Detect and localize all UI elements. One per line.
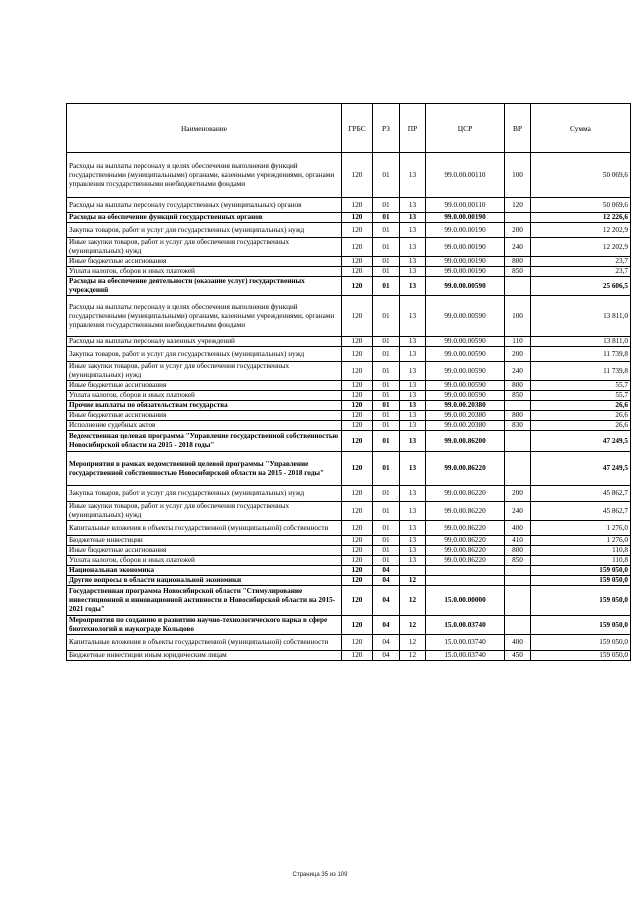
- table-row: [67, 521, 631, 536]
- cell-vr: 830: [505, 421, 531, 431]
- cell-csr: 99.0.00.86220: [426, 502, 505, 521]
- cell-name: Бюджетные инвестиции: [67, 536, 342, 546]
- cell-vr: [505, 452, 531, 486]
- cell-name: Ведомственная целевая программа "Управление государственной собственностью Новосибирской области на 2015 - 2018 годы": [67, 431, 342, 452]
- cell-pr: 13: [400, 153, 426, 198]
- cell-grbs: 120: [342, 223, 373, 238]
- table-row: [67, 381, 631, 391]
- table-row: [67, 502, 631, 521]
- cell-name: Закупка товаров, работ и услуг для государственных (муниципальных) нужд: [67, 486, 342, 502]
- cell-csr: 99.0.00.00590: [426, 347, 505, 362]
- cell-csr: [426, 566, 505, 576]
- cell-sum: 23,7: [531, 267, 631, 277]
- cell-grbs: 120: [342, 198, 373, 213]
- cell-name: Расходы на обеспечение деятельности (оказание услуг) государственных учреждений: [67, 277, 342, 296]
- cell-grbs: 120: [342, 556, 373, 566]
- cell-grbs: 120: [342, 267, 373, 277]
- cell-grbs: 120: [342, 277, 373, 296]
- table-header-row: [67, 104, 631, 153]
- cell-rz: 01: [373, 257, 400, 267]
- table-row: [67, 635, 631, 651]
- cell-grbs: 120: [342, 238, 373, 257]
- cell-pr: 13: [400, 277, 426, 296]
- cell-name: Бюджетные инвестиции иным юридическим лицам: [67, 651, 342, 661]
- cell-pr: 13: [400, 391, 426, 401]
- cell-pr: 12: [400, 586, 426, 616]
- cell-sum: 12 226,6: [531, 213, 631, 223]
- cell-csr: 15.0.00.03740: [426, 651, 505, 661]
- cell-csr: 99.0.00.00110: [426, 198, 505, 213]
- cell-rz: 01: [373, 337, 400, 347]
- cell-vr: 200: [505, 223, 531, 238]
- budget-table: [66, 103, 631, 661]
- cell-pr: 12: [400, 651, 426, 661]
- cell-rz: 01: [373, 267, 400, 277]
- cell-vr: 240: [505, 362, 531, 381]
- header-pr: ПР: [400, 104, 426, 153]
- cell-pr: 13: [400, 257, 426, 267]
- cell-pr: 13: [400, 536, 426, 546]
- header-name: Наименование: [67, 104, 342, 153]
- cell-sum: 159 050,0: [531, 616, 631, 635]
- cell-name: Прочие выплаты по обязательствам государства: [67, 401, 342, 411]
- cell-name: Другие вопросы в области национальной экономики: [67, 576, 342, 586]
- cell-sum: 1 276,0: [531, 521, 631, 536]
- cell-csr: 99.0.00.20380: [426, 401, 505, 411]
- cell-grbs: 120: [342, 651, 373, 661]
- cell-pr: 13: [400, 502, 426, 521]
- cell-csr: 99.0.00.20380: [426, 421, 505, 431]
- cell-name: Закупка товаров, работ и услуг для государственных (муниципальных) нужд: [67, 347, 342, 362]
- cell-rz: 04: [373, 616, 400, 635]
- table-row: [67, 213, 631, 223]
- cell-csr: 99.0.00.00590: [426, 296, 505, 337]
- cell-pr: 13: [400, 381, 426, 391]
- cell-pr: 12: [400, 576, 426, 586]
- cell-csr: 15.0.00.03740: [426, 635, 505, 651]
- cell-sum: 159 050,0: [531, 566, 631, 576]
- cell-csr: 99.0.00.86220: [426, 546, 505, 556]
- cell-grbs: 120: [342, 502, 373, 521]
- cell-sum: 26,6: [531, 401, 631, 411]
- cell-pr: 12: [400, 616, 426, 635]
- cell-vr: 800: [505, 411, 531, 421]
- cell-pr: 13: [400, 421, 426, 431]
- cell-rz: 01: [373, 198, 400, 213]
- cell-rz: 01: [373, 153, 400, 198]
- cell-grbs: 120: [342, 213, 373, 223]
- cell-name: Иные закупки товаров, работ и услуг для обеспечения государственных (муниципальных) нужд: [67, 502, 342, 521]
- cell-rz: 01: [373, 223, 400, 238]
- cell-pr: [400, 566, 426, 576]
- table-row: [67, 238, 631, 257]
- table-row: [67, 337, 631, 347]
- table-row: [67, 452, 631, 486]
- cell-vr: 240: [505, 238, 531, 257]
- table-row: [67, 421, 631, 431]
- cell-vr: [505, 566, 531, 576]
- cell-vr: 850: [505, 391, 531, 401]
- cell-rz: 01: [373, 521, 400, 536]
- cell-csr: 99.0.00.86220: [426, 452, 505, 486]
- cell-pr: 13: [400, 238, 426, 257]
- table-row: [67, 556, 631, 566]
- cell-rz: 01: [373, 381, 400, 391]
- cell-grbs: 120: [342, 521, 373, 536]
- cell-sum: 11 739,8: [531, 362, 631, 381]
- cell-rz: 04: [373, 566, 400, 576]
- cell-pr: 13: [400, 486, 426, 502]
- cell-grbs: 120: [342, 431, 373, 452]
- cell-sum: 25 606,5: [531, 277, 631, 296]
- cell-vr: [505, 586, 531, 616]
- cell-csr: 99.0.00.00190: [426, 238, 505, 257]
- cell-vr: 400: [505, 635, 531, 651]
- table-row: [67, 576, 631, 586]
- cell-rz: 01: [373, 502, 400, 521]
- cell-name: Расходы на выплаты персоналу в целях обеспечения выполнения функций государственными (муниципальными) органами, казенными учреждениями, органами управления государственными внебюджетными фондами: [67, 153, 342, 198]
- cell-name: Уплата налогов, сборов и иных платежей: [67, 391, 342, 401]
- table-row: [67, 267, 631, 277]
- cell-vr: 850: [505, 556, 531, 566]
- cell-csr: 15.0.00.00000: [426, 586, 505, 616]
- cell-vr: [505, 401, 531, 411]
- cell-vr: 800: [505, 546, 531, 556]
- cell-sum: 55,7: [531, 391, 631, 401]
- table-row: [67, 296, 631, 337]
- cell-vr: [505, 277, 531, 296]
- cell-name: Иные закупки товаров, работ и услуг для обеспечения государственных (муниципальных) нужд: [67, 362, 342, 381]
- table-row: [67, 277, 631, 296]
- table-row: [67, 223, 631, 238]
- cell-vr: 410: [505, 536, 531, 546]
- cell-name: Расходы на выплаты персоналу государственных (муниципальных) органов: [67, 198, 342, 213]
- cell-rz: 01: [373, 411, 400, 421]
- cell-csr: 99.0.00.86220: [426, 486, 505, 502]
- cell-grbs: 120: [342, 486, 373, 502]
- cell-grbs: 120: [342, 536, 373, 546]
- header-sum: Сумма: [531, 104, 631, 153]
- table-row: [67, 486, 631, 502]
- table-row: [67, 616, 631, 635]
- cell-vr: 200: [505, 347, 531, 362]
- cell-rz: 01: [373, 452, 400, 486]
- cell-sum: 50 069,6: [531, 198, 631, 213]
- table-row: [67, 257, 631, 267]
- cell-sum: 110,8: [531, 556, 631, 566]
- table-row: [67, 411, 631, 421]
- cell-name: Иные закупки товаров, работ и услуг для обеспечения государственных (муниципальных) нужд: [67, 238, 342, 257]
- cell-csr: 99.0.00.00590: [426, 277, 505, 296]
- cell-vr: 850: [505, 267, 531, 277]
- cell-name: Расходы на выплаты персоналу в целях обеспечения выполнения функций государственными (муниципальными) органами, казенными учреждениями, органами управления государственными внебюджетными фондами: [67, 296, 342, 337]
- cell-vr: 240: [505, 502, 531, 521]
- cell-vr: [505, 576, 531, 586]
- cell-csr: 99.0.00.00590: [426, 362, 505, 381]
- cell-rz: 01: [373, 213, 400, 223]
- table-row: [67, 586, 631, 616]
- cell-csr: 99.0.00.86200: [426, 431, 505, 452]
- cell-name: Капитальные вложения в объекты государственной (муниципальной) собственности: [67, 521, 342, 536]
- cell-vr: 100: [505, 153, 531, 198]
- cell-sum: 50 069,6: [531, 153, 631, 198]
- cell-csr: 99.0.00.00190: [426, 213, 505, 223]
- cell-csr: 99.0.00.00190: [426, 223, 505, 238]
- cell-sum: 55,7: [531, 381, 631, 391]
- cell-name: Иные бюджетные ассигнования: [67, 381, 342, 391]
- cell-sum: 26,6: [531, 421, 631, 431]
- table-row: [67, 198, 631, 213]
- cell-rz: 01: [373, 546, 400, 556]
- cell-vr: [505, 431, 531, 452]
- table-body: [67, 153, 631, 661]
- cell-sum: 47 249,5: [531, 452, 631, 486]
- cell-rz: 01: [373, 296, 400, 337]
- cell-rz: 01: [373, 362, 400, 381]
- cell-grbs: 120: [342, 421, 373, 431]
- cell-vr: [505, 616, 531, 635]
- cell-pr: 13: [400, 521, 426, 536]
- cell-pr: 13: [400, 296, 426, 337]
- page-number: Страница 35 из 109: [292, 872, 348, 878]
- cell-pr: 13: [400, 411, 426, 421]
- cell-sum: 13 811,0: [531, 296, 631, 337]
- cell-name: Уплата налогов, сборов и иных платежей: [67, 556, 342, 566]
- cell-pr: 13: [400, 431, 426, 452]
- cell-sum: 26,6: [531, 411, 631, 421]
- cell-grbs: 120: [342, 401, 373, 411]
- cell-rz: 01: [373, 238, 400, 257]
- cell-rz: 01: [373, 277, 400, 296]
- cell-grbs: 120: [342, 586, 373, 616]
- cell-rz: 04: [373, 586, 400, 616]
- cell-vr: 800: [505, 257, 531, 267]
- cell-sum: 1 276,0: [531, 536, 631, 546]
- cell-rz: 01: [373, 486, 400, 502]
- table-row: [67, 153, 631, 198]
- cell-name: Мероприятия в рамках ведомственной целевой программы "Управление государственной собственностью Новосибирской области на 2015 - 2018 годы": [67, 452, 342, 486]
- cell-csr: 99.0.00.00590: [426, 381, 505, 391]
- cell-name: Закупка товаров, работ и услуг для государственных (муниципальных) нужд: [67, 223, 342, 238]
- cell-pr: 13: [400, 401, 426, 411]
- cell-name: Исполнение судебных актов: [67, 421, 342, 431]
- cell-rz: 01: [373, 421, 400, 431]
- cell-grbs: 120: [342, 153, 373, 198]
- cell-sum: 11 739,8: [531, 347, 631, 362]
- cell-grbs: 120: [342, 257, 373, 267]
- cell-pr: 13: [400, 223, 426, 238]
- cell-csr: 99.0.00.00190: [426, 257, 505, 267]
- cell-name: Расходы на обеспечение функций государственных органов: [67, 213, 342, 223]
- cell-rz: 01: [373, 556, 400, 566]
- cell-vr: 450: [505, 651, 531, 661]
- cell-name: Государственная программа Новосибирской области "Стимулирование инвестиционной и инновационной активности в Новосибирской области на 2015-2021 годы": [67, 586, 342, 616]
- cell-csr: 99.0.00.00110: [426, 153, 505, 198]
- table-row: [67, 651, 631, 661]
- cell-grbs: 120: [342, 362, 373, 381]
- cell-sum: 23,7: [531, 257, 631, 267]
- cell-pr: 13: [400, 347, 426, 362]
- cell-csr: 99.0.00.86220: [426, 536, 505, 546]
- cell-rz: 04: [373, 576, 400, 586]
- cell-vr: 800: [505, 381, 531, 391]
- cell-csr: 99.0.00.20380: [426, 411, 505, 421]
- cell-grbs: 120: [342, 616, 373, 635]
- cell-pr: 13: [400, 337, 426, 347]
- cell-csr: [426, 576, 505, 586]
- cell-grbs: 120: [342, 391, 373, 401]
- cell-rz: 01: [373, 347, 400, 362]
- cell-pr: 13: [400, 556, 426, 566]
- cell-vr: 110: [505, 337, 531, 347]
- cell-csr: 99.0.00.00590: [426, 391, 505, 401]
- cell-rz: 01: [373, 536, 400, 546]
- table-row: [67, 362, 631, 381]
- cell-name: Мероприятия по созданию и развитию научно-технологического парка в сфере биотехнологий в наукограде Кольцово: [67, 616, 342, 635]
- cell-pr: 12: [400, 635, 426, 651]
- cell-sum: 12 202,9: [531, 238, 631, 257]
- cell-name: Иные бюджетные ассигнования: [67, 257, 342, 267]
- cell-name: Уплата налогов, сборов и иных платежей: [67, 267, 342, 277]
- cell-sum: 159 050,0: [531, 651, 631, 661]
- cell-name: Национальная экономика: [67, 566, 342, 576]
- cell-sum: 159 050,0: [531, 586, 631, 616]
- header-grbs: ГРБС: [342, 104, 373, 153]
- table-row: [67, 546, 631, 556]
- cell-pr: 13: [400, 362, 426, 381]
- cell-grbs: 120: [342, 635, 373, 651]
- cell-sum: 159 050,0: [531, 635, 631, 651]
- cell-csr: 99.0.00.00590: [426, 337, 505, 347]
- table-row: [67, 431, 631, 452]
- header-csr: ЦСР: [426, 104, 505, 153]
- cell-vr: [505, 213, 531, 223]
- table-row: [67, 401, 631, 411]
- cell-sum: 110,8: [531, 546, 631, 556]
- cell-grbs: 120: [342, 347, 373, 362]
- cell-pr: 13: [400, 546, 426, 556]
- cell-sum: 12 202,9: [531, 223, 631, 238]
- cell-rz: 01: [373, 431, 400, 452]
- cell-grbs: 120: [342, 381, 373, 391]
- cell-pr: 13: [400, 452, 426, 486]
- cell-vr: 200: [505, 486, 531, 502]
- header-vr: ВР: [505, 104, 531, 153]
- cell-vr: 120: [505, 198, 531, 213]
- cell-name: Иные бюджетные ассигнования: [67, 546, 342, 556]
- cell-csr: 99.0.00.00190: [426, 267, 505, 277]
- cell-name: Расходы на выплаты персоналу казенных учреждений: [67, 337, 342, 347]
- cell-grbs: 120: [342, 337, 373, 347]
- table-row: [67, 566, 631, 576]
- cell-grbs: 120: [342, 296, 373, 337]
- cell-grbs: 120: [342, 546, 373, 556]
- cell-sum: 45 862,7: [531, 502, 631, 521]
- cell-csr: 99.0.00.86220: [426, 521, 505, 536]
- table-row: [67, 347, 631, 362]
- cell-pr: 13: [400, 213, 426, 223]
- cell-sum: 159 050,0: [531, 576, 631, 586]
- cell-rz: 04: [373, 635, 400, 651]
- cell-csr: 15.0.00.03740: [426, 616, 505, 635]
- cell-rz: 01: [373, 401, 400, 411]
- cell-grbs: 120: [342, 452, 373, 486]
- cell-pr: 13: [400, 198, 426, 213]
- cell-rz: 04: [373, 651, 400, 661]
- cell-grbs: 120: [342, 411, 373, 421]
- cell-grbs: 120: [342, 576, 373, 586]
- header-rz: РЗ: [373, 104, 400, 153]
- table-row: [67, 391, 631, 401]
- cell-sum: 13 811,0: [531, 337, 631, 347]
- cell-sum: 45 862,7: [531, 486, 631, 502]
- cell-csr: 99.0.00.86220: [426, 556, 505, 566]
- cell-vr: 400: [505, 521, 531, 536]
- cell-vr: 100: [505, 296, 531, 337]
- table-row: [67, 536, 631, 546]
- cell-rz: 01: [373, 391, 400, 401]
- cell-grbs: 120: [342, 566, 373, 576]
- cell-name: Иные бюджетные ассигнования: [67, 411, 342, 421]
- cell-pr: 13: [400, 267, 426, 277]
- cell-sum: 47 249,5: [531, 431, 631, 452]
- cell-name: Капитальные вложения в объекты государственной (муниципальной) собственности: [67, 635, 342, 651]
